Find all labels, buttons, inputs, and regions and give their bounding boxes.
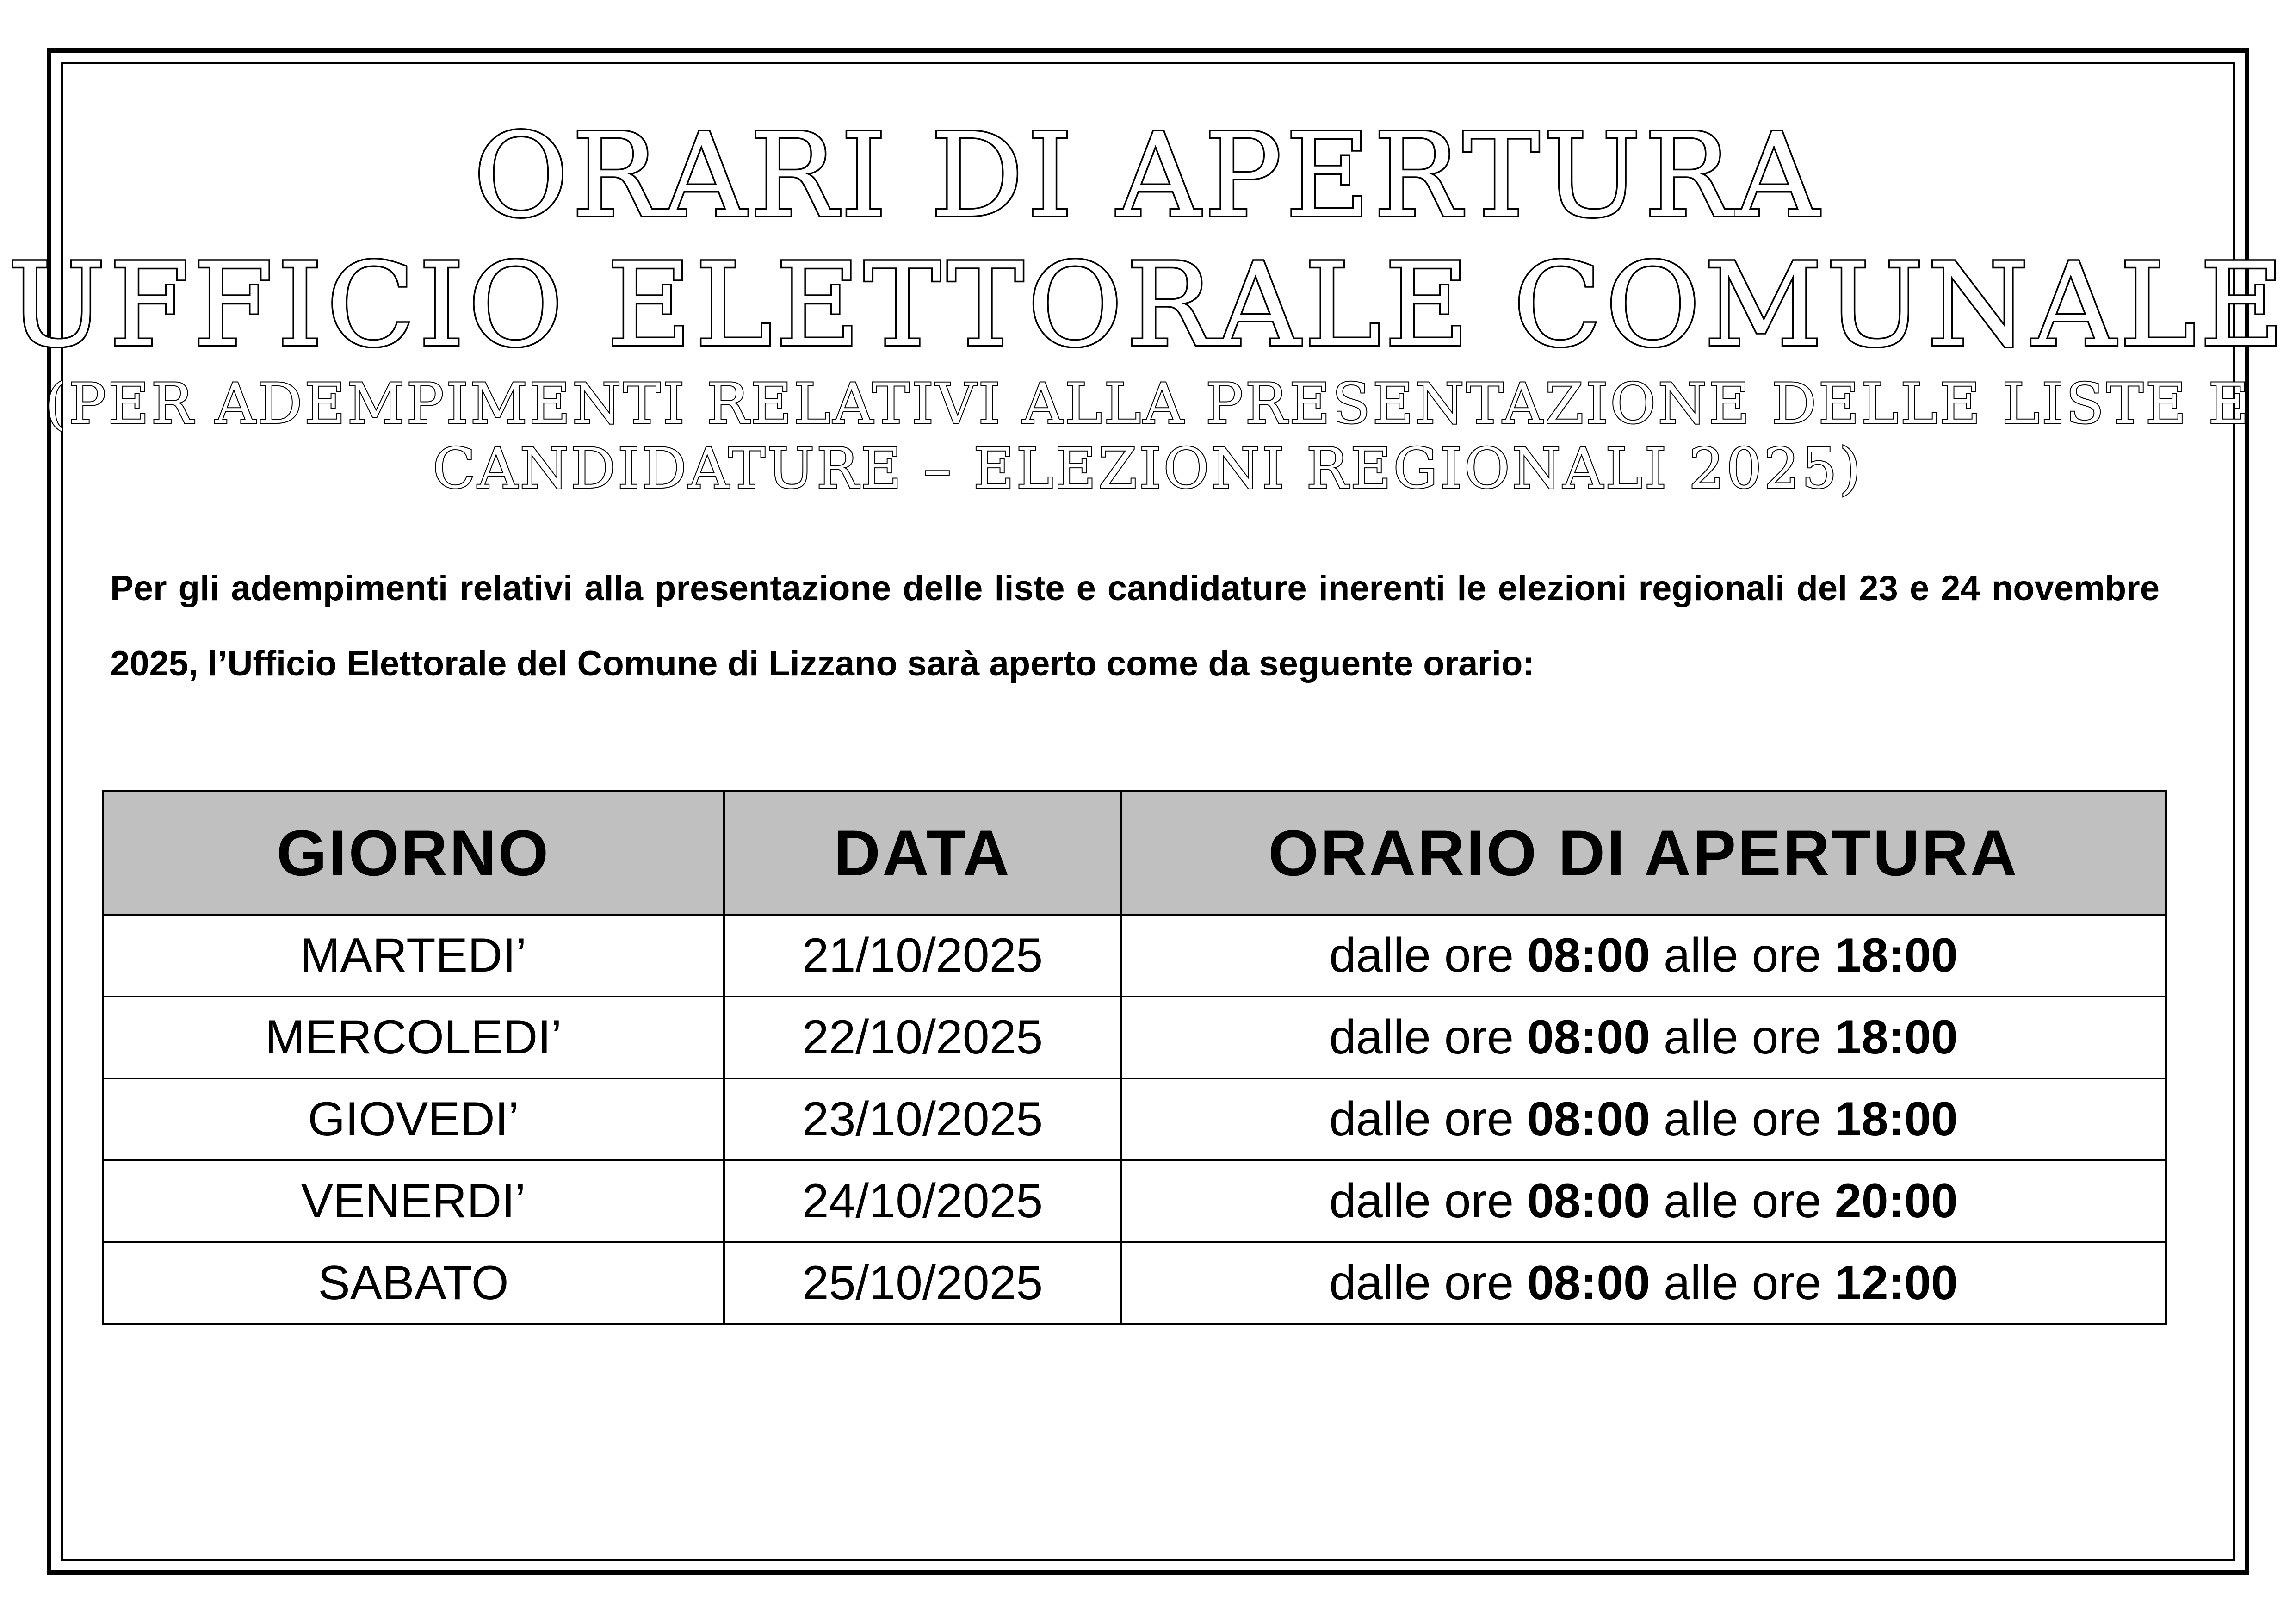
intro-paragraph: Per gli adempimenti relativi alla presentazione delle liste e candidature inerenti le elezioni regionali del 23 e 24 novembre 2025, l’Ufficio Elettorale del Comune di Lizzano sarà aperto come da seguente orario: [110, 569, 2160, 683]
from-label: dalle ore [1329, 1256, 1514, 1310]
header-orario: ORARIO DI APERTURA [1121, 791, 2166, 915]
to-time: 12:00 [1834, 1256, 1958, 1310]
header-giorno: GIORNO [103, 791, 724, 915]
cell-data: 24/10/2025 [724, 1160, 1121, 1242]
from-label: dalle ore [1329, 1092, 1514, 1146]
from-time: 08:00 [1527, 1010, 1650, 1064]
from-label: dalle ore [1329, 929, 1514, 982]
subtitle-line-1: (PER ADEMPIMENTI RELATIVI ALLA PRESENTAZIONE DELLE LISTE E [44, 372, 2252, 436]
from-time: 08:00 [1527, 1092, 1650, 1146]
cell-data: 21/10/2025 [724, 915, 1121, 997]
to-time: 18:00 [1834, 1010, 1958, 1064]
cell-giorno: GIOVEDI’ [103, 1078, 724, 1160]
cell-data: 23/10/2025 [724, 1078, 1121, 1160]
to-time: 20:00 [1834, 1174, 1958, 1228]
cell-giorno: VENERDI’ [103, 1160, 724, 1242]
from-time: 08:00 [1527, 929, 1650, 982]
to-label: alle ore [1663, 1256, 1821, 1310]
cell-orario [1121, 1160, 2166, 1242]
from-time: 08:00 [1527, 1256, 1650, 1310]
opening-hours-table [102, 790, 2167, 1325]
cell-data: 25/10/2025 [724, 1242, 1121, 1324]
page-title-line-1: ORARI DI APERTURA [473, 108, 1823, 243]
page-title-line-2: UFFICIO ELETTORALE COMUNALE [8, 238, 2288, 372]
to-label: alle ore [1663, 929, 1821, 982]
from-time: 08:00 [1527, 1174, 1650, 1228]
to-label: alle ore [1663, 1174, 1821, 1228]
to-time: 18:00 [1834, 929, 1958, 982]
to-label: alle ore [1663, 1010, 1821, 1064]
cell-orario [1121, 1242, 2166, 1324]
cell-data: 22/10/2025 [724, 997, 1121, 1078]
table-row [103, 997, 2166, 1078]
table-row [103, 915, 2166, 997]
cell-orario [1121, 915, 2166, 997]
to-label: alle ore [1663, 1092, 1821, 1146]
from-label: dalle ore [1329, 1010, 1514, 1064]
header-data: DATA [724, 791, 1121, 915]
to-time: 18:00 [1834, 1092, 1958, 1146]
cell-giorno: MERCOLEDI’ [103, 997, 724, 1078]
cell-orario [1121, 997, 2166, 1078]
from-label: dalle ore [1329, 1174, 1514, 1228]
table-row [103, 1078, 2166, 1160]
cell-orario [1121, 1078, 2166, 1160]
subtitle-line-2: CANDIDATURE – ELEZIONI REGIONALI 2025) [433, 437, 1863, 501]
cell-giorno: SABATO [103, 1242, 724, 1324]
table-row [103, 1242, 2166, 1324]
table-row [103, 1160, 2166, 1242]
cell-giorno: MARTEDI’ [103, 915, 724, 997]
table-header-row [103, 791, 2166, 915]
